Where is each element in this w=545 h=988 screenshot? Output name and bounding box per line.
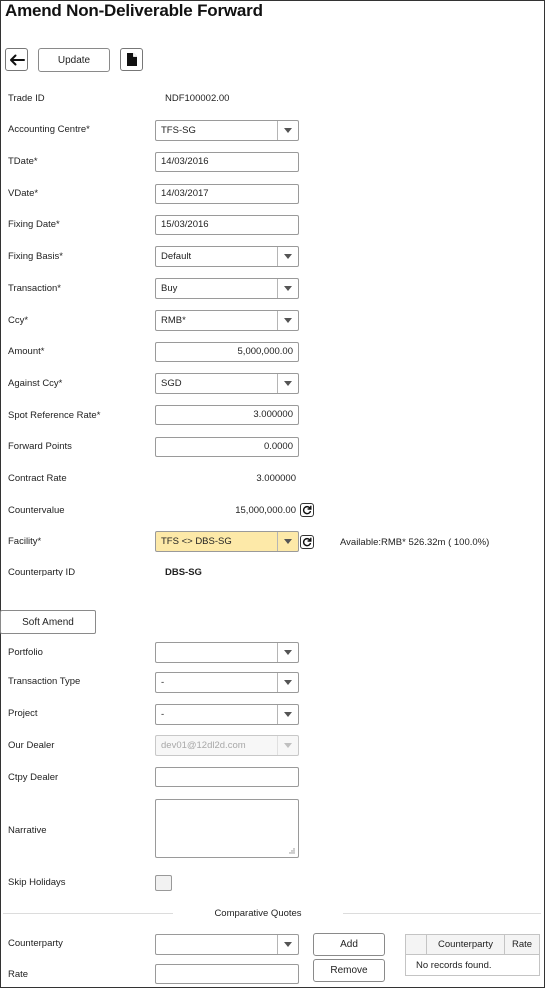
chevron-down-icon[interactable]	[277, 247, 298, 266]
project-select[interactable]	[155, 704, 299, 725]
ccy-label: Ccy*	[8, 315, 29, 326]
fixing-basis-select[interactable]	[155, 246, 299, 267]
divider-right	[343, 913, 541, 914]
accounting-centre-value: TFS-SG	[161, 125, 196, 136]
facility-value: TFS <> DBS-SG	[161, 536, 232, 547]
quote-rate-field[interactable]	[155, 964, 299, 984]
remove-quote-button[interactable]: Remove	[313, 959, 385, 982]
against-ccy-select[interactable]	[155, 373, 299, 394]
back-button[interactable]	[5, 48, 28, 71]
chevron-down-icon[interactable]	[277, 374, 298, 393]
facility-available-text: Available:RMB* 526.32m ( 100.0%)	[340, 537, 490, 548]
chevron-down-icon	[277, 736, 298, 755]
transaction-select[interactable]	[155, 278, 299, 299]
skip-holidays-label: Skip Holidays	[8, 877, 66, 888]
chevron-down-icon[interactable]	[277, 532, 298, 551]
counterparty-id-value: DBS-SG	[165, 567, 202, 576]
quote-counterparty-label: Counterparty	[8, 938, 63, 949]
refresh-icon	[302, 505, 312, 515]
soft-amend-button[interactable]: Soft Amend	[0, 610, 96, 634]
chevron-down-icon[interactable]	[277, 279, 298, 298]
transaction-label: Transaction*	[8, 283, 61, 294]
accounting-centre-label: Accounting Centre*	[8, 124, 90, 135]
update-button[interactable]: Update	[38, 48, 110, 72]
tdate-label: TDate*	[8, 156, 38, 167]
spot-reference-rate-label: Spot Reference Rate*	[8, 410, 101, 421]
project-value: -	[161, 709, 165, 720]
chevron-down-icon[interactable]	[277, 705, 298, 724]
narrative-textarea[interactable]	[155, 799, 299, 858]
tdate-field[interactable]: 14/03/2016	[155, 152, 299, 172]
column-header-counterparty[interactable]: Counterparty	[426, 935, 504, 955]
forward-points-field[interactable]: 0.0000	[155, 437, 299, 457]
against-ccy-value: SGD	[161, 378, 182, 389]
trade-id-value: NDF100002.00	[165, 93, 230, 104]
portfolio-select[interactable]	[155, 642, 299, 663]
skip-holidays-checkbox[interactable]	[155, 875, 172, 891]
quotes-table-header	[406, 935, 539, 955]
refresh-countervalue-button[interactable]	[300, 503, 314, 517]
ctpy-dealer-field[interactable]	[155, 767, 299, 787]
page-title: Amend Non-Deliverable Forward	[5, 1, 263, 20]
quote-counterparty-select[interactable]	[155, 934, 299, 955]
amount-field[interactable]: 5,000,000.00	[155, 342, 299, 362]
amount-label: Amount*	[8, 346, 45, 357]
counterparty-id-label: Counterparty ID	[8, 567, 76, 576]
refresh-facility-button[interactable]	[300, 535, 314, 549]
arrow-left-icon	[9, 54, 25, 66]
fixing-date-label: Fixing Date*	[8, 219, 60, 230]
ccy-select[interactable]	[155, 310, 299, 331]
contract-rate-value: 3.000000	[256, 473, 296, 484]
transaction-type-select[interactable]	[155, 672, 299, 693]
fixing-date-field[interactable]: 15/03/2016	[155, 215, 299, 235]
chevron-down-icon[interactable]	[277, 311, 298, 330]
transaction-type-value: -	[161, 677, 165, 688]
portfolio-label: Portfolio	[8, 647, 43, 658]
against-ccy-label: Against Ccy*	[8, 378, 63, 389]
add-quote-button[interactable]: Add	[313, 933, 385, 956]
refresh-icon	[302, 537, 312, 547]
fixing-basis-value: Default	[161, 251, 192, 262]
chevron-down-icon[interactable]	[277, 121, 298, 140]
vdate-field[interactable]: 14/03/2017	[155, 184, 299, 204]
contract-rate-label: Contract Rate	[8, 473, 67, 484]
countervalue-value: 15,000,000.00	[235, 505, 296, 516]
transaction-type-label: Transaction Type	[8, 676, 81, 687]
resize-handle-icon[interactable]	[288, 847, 295, 854]
chevron-down-icon[interactable]	[277, 643, 298, 662]
counterparty-id-row	[0, 565, 400, 576]
accounting-centre-select[interactable]	[155, 120, 299, 141]
comparative-quotes-title: Comparative Quotes	[214, 908, 302, 919]
vdate-label: VDate*	[8, 188, 39, 199]
chevron-down-icon[interactable]	[277, 673, 298, 692]
document-button[interactable]	[120, 48, 143, 71]
document-icon	[126, 52, 138, 67]
project-label: Project	[8, 708, 38, 719]
divider-left	[3, 913, 173, 914]
fixing-basis-label: Fixing Basis*	[8, 251, 63, 262]
our-dealer-label: Our Dealer	[8, 740, 55, 751]
our-dealer-value: dev01@12dl2d.com	[161, 740, 246, 751]
our-dealer-select	[155, 735, 299, 756]
trade-id-label: Trade ID	[8, 93, 45, 104]
transaction-value: Buy	[161, 283, 178, 294]
column-header-rate[interactable]: Rate	[504, 935, 539, 955]
ccy-value: RMB*	[161, 315, 186, 326]
spot-reference-rate-field[interactable]: 3.000000	[155, 405, 299, 425]
quote-rate-label: Rate	[8, 969, 29, 980]
chevron-down-icon[interactable]	[277, 935, 298, 954]
narrative-label: Narrative	[8, 825, 47, 836]
facility-label: Facility*	[8, 536, 42, 547]
forward-points-label: Forward Points	[8, 441, 72, 452]
facility-select[interactable]	[155, 531, 299, 552]
quotes-table	[405, 934, 540, 976]
ctpy-dealer-label: Ctpy Dealer	[8, 772, 59, 783]
empty-message: No records found.	[416, 960, 492, 971]
countervalue-label: Countervalue	[8, 505, 65, 516]
